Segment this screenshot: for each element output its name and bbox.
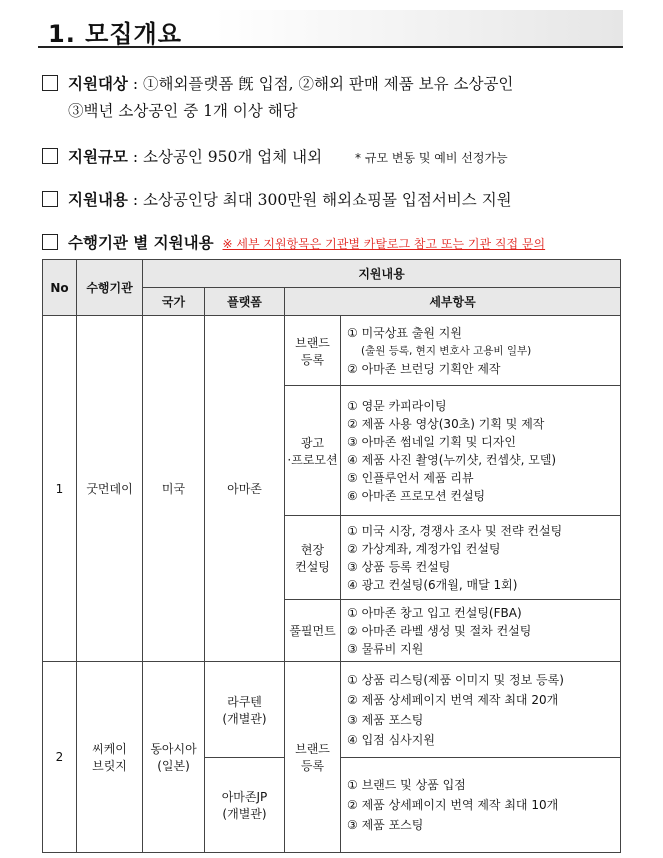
org-line: 브릿지: [92, 759, 127, 773]
checkbox-icon: [42, 75, 58, 91]
detail-line: ③ 제품 포스팅: [347, 712, 424, 727]
detail-line: ③ 제품 포스팅: [347, 818, 424, 832]
row1-no: 1: [43, 316, 77, 662]
platform-line: 아마존JP: [221, 790, 268, 804]
checkbox-icon: [42, 191, 58, 207]
row2-country: [143, 662, 205, 853]
row1-detail-brand: [341, 316, 621, 386]
country-line: 동아시아: [150, 742, 197, 756]
org-label: 수행기관 별 지원내용: [68, 234, 214, 252]
detail-line: ① 미국상표 출원 지원: [347, 325, 462, 340]
cat-line: 컨설팅: [295, 559, 330, 574]
row2-cat: [285, 662, 341, 853]
platform-line: (개별관): [222, 711, 267, 726]
row2-detail-rakuten: [341, 662, 621, 758]
target-label: 지원대상: [68, 75, 128, 93]
item-org: [42, 231, 545, 253]
item-scale: [42, 145, 508, 167]
row1-cat-fulfill: 풀필먼트: [285, 600, 341, 662]
cat-line: 브랜드: [295, 335, 330, 350]
org-note: ※ 세부 지원항목은 기관별 카탈로그 참고 또는 기관 직접 문의: [222, 237, 546, 251]
org-line: 씨케이: [92, 742, 127, 756]
content-colon: :: [127, 191, 143, 209]
checkbox-icon: [42, 148, 58, 164]
detail-line: ② 제품 상세페이지 번역 제작 최대 10개: [347, 798, 559, 812]
header-platform: 플랫폼: [205, 288, 285, 316]
row2-detail-amazonjp: [341, 758, 621, 853]
country-line: (일본): [157, 759, 190, 773]
content-text: 소상공인당 최대 300만원 해외쇼핑몰 입점서비스 지원: [142, 191, 512, 209]
detail-line: ② 아마존 브런딩 기획안 제작: [347, 361, 501, 376]
header-support: 지원내용: [143, 260, 621, 288]
header-org: 수행기관: [77, 260, 143, 316]
row1-detail-consult: [341, 516, 621, 600]
target-colon: :: [127, 75, 143, 93]
row1-platform: 아마존: [205, 316, 285, 662]
row1-country: 미국: [143, 316, 205, 662]
row2-platform-rakuten: [205, 662, 285, 758]
row1-detail-fulfill: [341, 600, 621, 662]
scale-text: 소상공인 950개 업체 내외: [142, 148, 323, 166]
content-label: 지원내용: [68, 191, 128, 209]
scale-label: 지원규모: [68, 148, 128, 166]
row1-detail-ad: [341, 386, 621, 516]
detail-line: ① 미국 시장, 경쟁사 조사 및 전략 컨설팅: [347, 523, 563, 538]
detail-line: ③ 상품 등록 컨설팅: [347, 559, 451, 574]
row2-no: 2: [43, 662, 77, 853]
detail-line: (출원 등록, 현지 변호사 고용비 일부): [361, 344, 532, 357]
detail-line: ⑥ 아마존 프로모션 컨설팅: [347, 488, 486, 503]
row1-cat-consult: [285, 516, 341, 600]
target-text: ①해외플랫폼 旣 입점, ②해외 판매 제품 보유 소상공인: [142, 75, 514, 93]
cat-line: 등록: [300, 352, 325, 367]
header-no: No: [43, 260, 77, 316]
detail-line: ④ 입점 심사지원: [347, 732, 435, 747]
support-table: [42, 259, 621, 853]
scale-note: * 규모 변동 및 예비 선정가능: [355, 151, 508, 165]
detail-line: ② 아마존 라벨 생성 및 절차 컨설팅: [347, 623, 532, 638]
detail-line: ③ 물류비 지원: [347, 641, 424, 656]
platform-line: (개별관): [222, 807, 267, 821]
item-target: [42, 72, 513, 94]
detail-line: ③ 아마존 썸네일 기획 및 디자인: [347, 434, 516, 449]
cat-line: 브랜드: [295, 742, 330, 756]
cat-line: 현장: [300, 542, 325, 557]
row1-cat-ad: [285, 386, 341, 516]
detail-line: ④ 제품 사진 촬영(누끼샷, 컨셉샷, 모델): [347, 452, 557, 467]
cat-line: 등록: [300, 759, 325, 773]
detail-line: ① 상품 리스팅(제품 이미지 및 정보 등록): [347, 672, 564, 687]
detail-line: ② 가상계좌, 계정가입 컨설팅: [347, 541, 501, 556]
checkbox-icon: [42, 234, 58, 250]
detail-line: ② 제품 사용 영상(30초) 기획 및 제작: [347, 416, 545, 431]
row1-cat-brand: [285, 316, 341, 386]
row1-org: 굿먼데이: [77, 316, 143, 662]
cat-line: ·프로모션: [287, 452, 338, 467]
detail-line: ① 영문 카피라이팅: [347, 398, 447, 413]
platform-line: 라쿠텐: [227, 694, 262, 709]
section-header: [38, 10, 623, 48]
detail-line: ④ 광고 컨설팅(6개월, 매달 1회): [347, 577, 518, 592]
row2-org: [77, 662, 143, 853]
cat-line: 광고: [300, 435, 325, 450]
detail-line: ⑤ 인플루언서 제품 리뷰: [347, 470, 474, 485]
row2-platform-amazonjp: [205, 758, 285, 853]
detail-line: ① 브랜드 및 상품 입점: [347, 778, 466, 792]
detail-line: ② 제품 상세페이지 번역 제작 최대 20개: [347, 692, 559, 707]
scale-colon: :: [127, 148, 143, 166]
item-content: [42, 188, 512, 210]
table-header-row: [43, 260, 621, 288]
section-title: 1. 모집개요: [48, 20, 182, 48]
table-row: [43, 662, 621, 758]
header-country: 국가: [143, 288, 205, 316]
detail-line: ① 아마존 창고 입고 컨설팅(FBA): [347, 605, 522, 620]
table-row: [43, 316, 621, 386]
header-detail: 세부항목: [285, 288, 621, 316]
item-target-line2: ③백년 소상공인 중 1개 이상 해당: [68, 102, 298, 120]
